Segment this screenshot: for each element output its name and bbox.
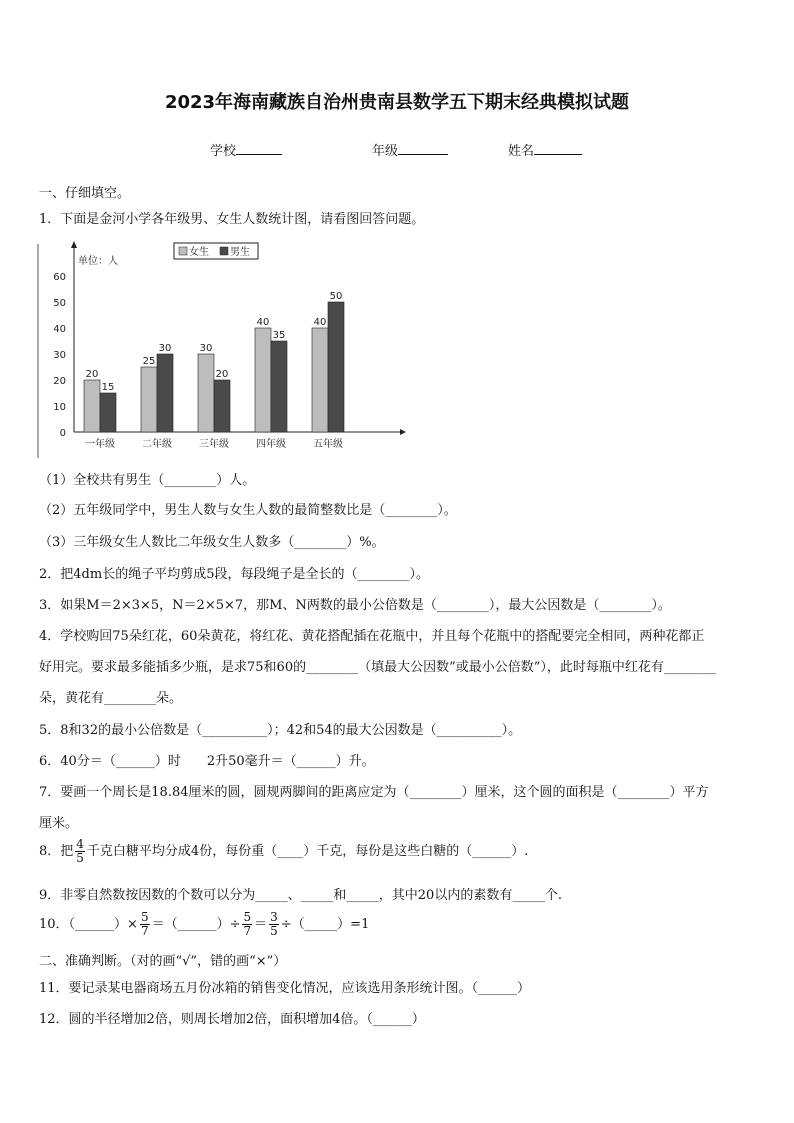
bar-value-label: 20 bbox=[85, 369, 99, 380]
bar-girls bbox=[198, 354, 214, 432]
q10-f3-numerator: 3 bbox=[270, 910, 278, 924]
bar-value-label: 20 bbox=[215, 369, 229, 380]
q10-f2-numerator: 5 bbox=[243, 910, 252, 924]
bar-boys bbox=[157, 354, 173, 432]
name-label: 姓名 bbox=[508, 144, 535, 159]
q12: 12．圆的半径增加2倍，则周长增加2倍，面积增加4倍。（______） bbox=[39, 1012, 425, 1027]
q10-part-b: ＝（______）÷ bbox=[151, 917, 241, 932]
bar-chart bbox=[36, 236, 408, 458]
q10-f1-denominator: 7 bbox=[140, 924, 149, 938]
x-tick-label: 二年级 bbox=[142, 439, 172, 450]
bar-value-label: 50 bbox=[329, 291, 343, 302]
q10-part-d: ÷（_____）=1 bbox=[280, 917, 370, 932]
bar-boys bbox=[100, 393, 116, 432]
q6: 6．40分＝（______）时 2升50毫升＝（______）升。 bbox=[39, 754, 375, 769]
q7-line1: 7．要画一个周长是18.84厘米的圆，圆规两脚间的距离应定为（________）厘米，这个圆的面积是（________）平方 bbox=[39, 785, 709, 800]
q4-line3: 朵，黄花有________朵。 bbox=[39, 691, 183, 706]
school-blank[interactable] bbox=[236, 153, 282, 155]
q8-prefix: 8．把 bbox=[39, 844, 74, 859]
q8-numerator: 4 bbox=[76, 837, 84, 851]
name-blank[interactable] bbox=[534, 153, 582, 155]
legend-label-2: 男生 bbox=[230, 247, 250, 258]
q8 bbox=[39, 838, 528, 865]
bar-value-label: 15 bbox=[101, 382, 115, 393]
q4-line2: 好用完。要求最多能插多少瓶，是求75和60的________（填最大公因数”或最小公倍数”），此时每瓶中红花有________ bbox=[39, 660, 716, 675]
school-label: 学校 bbox=[210, 144, 237, 159]
x-axis-arrow bbox=[400, 429, 406, 435]
q1-sub3: （3）三年级女生人数比二年级女生人数多（________）%。 bbox=[39, 535, 385, 550]
q7-line2: 厘米。 bbox=[39, 816, 79, 831]
bar-girls bbox=[255, 328, 271, 432]
legend-label-1: 女生 bbox=[189, 247, 209, 258]
bar-value-label: 40 bbox=[256, 317, 270, 328]
q4-line1: 4．学校购回75朵红花，60朵黄花，将红花、黄花搭配插在花瓶中，并且每个花瓶中的搭配要完全相同，两种花都正 bbox=[39, 629, 705, 644]
y-tick-label: 0 bbox=[59, 428, 66, 439]
q10-fraction-3 bbox=[269, 911, 279, 938]
y-tick-label: 20 bbox=[53, 376, 66, 387]
q10-f3-denominator: 5 bbox=[270, 924, 278, 938]
q10-f2-denominator: 7 bbox=[243, 924, 252, 938]
bar-value-label: 35 bbox=[272, 330, 286, 341]
q1-stem: 1．下面是金河小学各年级男、女生人数统计图，请看图回答问题。 bbox=[39, 212, 425, 227]
q10-f1-numerator: 5 bbox=[140, 910, 149, 924]
bar-value-label: 40 bbox=[313, 317, 327, 328]
x-tick-label: 五年级 bbox=[313, 439, 343, 450]
q8-denominator: 5 bbox=[76, 851, 84, 865]
q8-fraction bbox=[75, 838, 85, 865]
bar-boys bbox=[328, 302, 344, 432]
section-1-heading: 一、仔细填空。 bbox=[39, 186, 131, 201]
q1-sub1: （1）全校共有男生（________）人。 bbox=[39, 473, 256, 488]
y-tick-label: 30 bbox=[53, 350, 66, 361]
bar-value-label: 25 bbox=[142, 356, 156, 367]
name-field bbox=[508, 140, 582, 159]
legend-swatch-2 bbox=[220, 247, 228, 255]
bar-girls bbox=[84, 380, 100, 432]
q11: 11．要记录某电器商场五月份冰箱的销售变化情况，应该选用条形统计图。（______） bbox=[39, 981, 531, 996]
q10-fraction-1 bbox=[140, 911, 150, 938]
q10-part-c: ＝ bbox=[254, 917, 268, 932]
bar-girls bbox=[141, 367, 157, 432]
q8-suffix: 千克白糖平均分成4份，每份重（____）千克，每份是这些白糖的（______）. bbox=[86, 844, 529, 859]
unit-label: 单位：人 bbox=[78, 256, 118, 267]
x-tick-label: 三年级 bbox=[199, 439, 229, 450]
y-tick-label: 10 bbox=[53, 402, 66, 413]
y-axis-arrow bbox=[71, 241, 77, 248]
q9: 9．非零自然数按因数的个数可以分为_____、_____和_____，其中20以内的素数有_____个. bbox=[39, 888, 562, 903]
y-tick-label: 60 bbox=[53, 272, 66, 283]
grade-label: 年级 bbox=[372, 144, 399, 159]
bar-boys bbox=[214, 380, 230, 432]
x-tick-label: 四年级 bbox=[256, 439, 286, 450]
grade-blank[interactable] bbox=[398, 153, 448, 155]
bar-girls bbox=[312, 328, 328, 432]
page-title: 2023年海南藏族自治州贵南县数学五下期末经典模拟试题 bbox=[164, 92, 630, 113]
q3: 3．如果M＝2×3×5，N＝2×5×7，那M、N两数的最小公倍数是（________），最大公因数是（________）。 bbox=[39, 598, 671, 613]
y-tick-label: 50 bbox=[53, 298, 66, 309]
q1-sub2: （2）五年级同学中，男生人数与女生人数的最简整数比是（________）。 bbox=[39, 503, 457, 518]
q5: 5．8和32的最小公倍数是（__________）；42和54的最大公因数是（__________）。 bbox=[39, 723, 522, 738]
bar-value-label: 30 bbox=[158, 343, 172, 354]
q10 bbox=[39, 911, 369, 938]
bar-boys bbox=[271, 341, 287, 432]
x-tick-label: 一年级 bbox=[85, 439, 115, 450]
legend-swatch-1 bbox=[179, 247, 187, 255]
bar-value-label: 30 bbox=[199, 343, 213, 354]
q10-fraction-2 bbox=[242, 911, 252, 938]
section-2-heading: 二、准确判断。（对的画“√”，错的画“×”） bbox=[39, 954, 287, 969]
y-tick-label: 40 bbox=[53, 324, 66, 335]
q2: 2．把4dm长的绳子平均剪成5段，每段绳子是全长的（________）。 bbox=[39, 567, 429, 582]
q10-part-a: 10．（______）× bbox=[39, 917, 138, 932]
school-field bbox=[210, 140, 282, 159]
grade-field bbox=[372, 140, 448, 159]
